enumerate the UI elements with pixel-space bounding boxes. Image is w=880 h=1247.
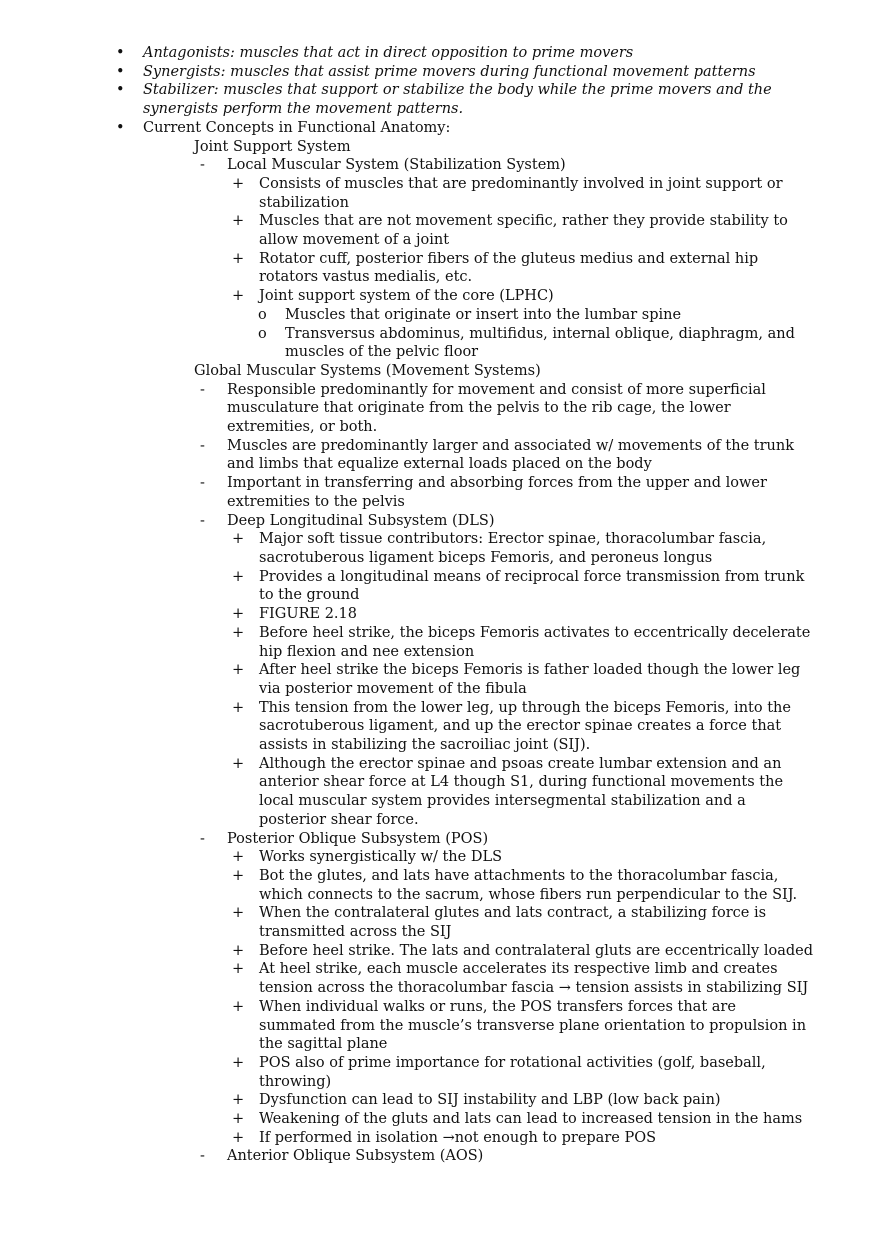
- list-item: [0, 661, 814, 698]
- item-text: Dysfunction can lead to SIJ instability and LBP (low back pain): [259, 1092, 721, 1109]
- dash-marker: -: [200, 381, 205, 398]
- item-text: Weakening of the gluts and lats can lead to increased tension in the hams: [259, 1111, 803, 1128]
- plus-marker: +: [232, 531, 245, 548]
- outline-list: [0, 44, 880, 1166]
- plus-marker: +: [232, 606, 245, 623]
- plus-marker: +: [232, 568, 245, 585]
- list-item: [0, 1054, 814, 1091]
- dash-marker: -: [200, 512, 205, 529]
- dash-marker: -: [200, 437, 205, 454]
- list-item: [0, 437, 817, 474]
- bullet-marker: •: [116, 82, 125, 99]
- plus-marker: +: [232, 213, 245, 230]
- item-text: Transversus abdominus, multifidus, internal oblique, diaphragm, and muscles of the pelvic floor: [285, 325, 795, 361]
- list-item: [0, 119, 833, 138]
- plus-marker: +: [232, 905, 245, 922]
- item-text: Anterior Oblique Subsystem (AOS): [227, 1148, 484, 1165]
- dash-marker: -: [200, 475, 205, 492]
- list-item: [0, 81, 833, 118]
- bullet-marker: •: [116, 45, 125, 61]
- item-text: Bot the glutes, and lats have attachments to the thoracolumbar fascia, which connects to the sacrum, whose fibers run perpendicular to the SIJ.: [259, 867, 798, 903]
- item-text: Before heel strike, the biceps Femoris activates to eccentrically decelerate hip flexion and nee extension: [259, 624, 811, 660]
- item-text: At heel strike, each muscle accelerates its respective limb and creates tension across the thoracolumbar fascia → tension assists in stabilizing SIJ: [259, 961, 809, 997]
- item-text: Muscles are predominantly larger and associated w/ movements of the trunk and limbs that equalize external loads placed on the body: [227, 437, 795, 473]
- item-text: Joint support system of the core (LPHC): [259, 288, 554, 305]
- plus-marker: +: [232, 175, 245, 192]
- plus-marker: +: [232, 961, 245, 978]
- item-text: Global Muscular Systems (Movement Systems): [194, 362, 541, 379]
- list-item: [0, 306, 815, 325]
- list-item: [0, 138, 824, 157]
- list-item: [0, 848, 814, 867]
- item-text: Muscles that are not movement specific, rather they provide stability to allow movement of a joint: [259, 213, 788, 249]
- item-text: When individual walks or runs, the POS transfers forces that are summated from the muscle’s transverse plane orientation to propulsion in the sagittal plane: [259, 998, 807, 1053]
- list-item: [0, 1147, 817, 1166]
- list-item: [0, 867, 814, 904]
- list-item: [0, 381, 817, 437]
- plus-marker: +: [232, 250, 245, 267]
- list-item: [0, 362, 824, 381]
- plus-marker: +: [232, 624, 245, 641]
- item-text: This tension from the lower leg, up through the biceps Femoris, into the sacrotuberous ligament, and up the erector spinae creates a force that assists in stabilizing the sacroiliac joint (SIJ).: [259, 699, 791, 754]
- item-text: Responsible predominantly for movement and consist of more superficial musculature that originate from the pelvis to the rib cage, the lower extremities, or both.: [227, 381, 766, 436]
- list-item: [0, 699, 814, 755]
- list-item: [0, 830, 817, 849]
- list-item: [0, 474, 817, 511]
- plus-marker: +: [232, 849, 245, 866]
- item-text: FIGURE 2.18: [259, 606, 357, 623]
- item-text: Rotator cuff, posterior fibers of the gluteus medius and external hip rotators vastus medialis, etc.: [259, 250, 759, 286]
- list-item: [0, 942, 814, 961]
- plus-marker: +: [232, 867, 245, 884]
- list-item: [0, 1129, 814, 1148]
- item-text: Although the erector spinae and psoas create lumbar extension and an anterior shear force at L4 though S1, during functional movements the local muscular system provides intersegmental stabilization and a posterior shear force.: [259, 755, 784, 828]
- dash-marker: -: [200, 157, 205, 174]
- item-text: Synergists: muscles that assist prime movers during functional movement patterns: [143, 63, 756, 80]
- list-item: [0, 325, 815, 362]
- bullet-marker: •: [116, 119, 125, 136]
- list-item: [0, 212, 814, 249]
- dash-marker: -: [200, 830, 205, 847]
- plus-marker: +: [232, 998, 245, 1015]
- list-item: [0, 904, 814, 941]
- plus-marker: +: [232, 288, 245, 305]
- list-item: [0, 755, 814, 830]
- list-item: [0, 156, 817, 175]
- list-item: [0, 605, 814, 624]
- plus-marker: +: [232, 1111, 245, 1128]
- item-text: Stabilizer: muscles that support or stabilize the body while the prime movers and the synergists perform the movement patterns.: [143, 82, 772, 118]
- item-text: Works synergistically w/ the DLS: [259, 849, 503, 866]
- item-text: Muscles that originate or insert into the lumbar spine: [285, 306, 682, 323]
- list-item: [0, 1091, 814, 1110]
- item-text: Joint Support System: [194, 138, 351, 155]
- item-text: If performed in isolation →not enough to prepare POS: [259, 1129, 657, 1146]
- list-item: [0, 250, 814, 287]
- item-text: Consists of muscles that are predominantly involved in joint support or stabilization: [259, 175, 783, 211]
- list-item: [0, 960, 814, 997]
- item-text: When the contralateral glutes and lats contract, a stabilizing force is transmitted across the SIJ: [259, 905, 767, 941]
- item-text: Antagonists: muscles that act in direct opposition to prime movers: [143, 45, 634, 61]
- list-item: [0, 1110, 814, 1129]
- list-item: [0, 624, 814, 661]
- list-item: [0, 44, 833, 63]
- plus-marker: +: [232, 1092, 245, 1109]
- plus-marker: +: [232, 699, 245, 716]
- list-item: [0, 512, 817, 531]
- bullet-marker: •: [116, 63, 125, 80]
- dash-marker: -: [200, 1148, 205, 1165]
- item-text: Posterior Oblique Subsystem (POS): [227, 830, 489, 847]
- item-text: Important in transferring and absorbing forces from the upper and lower extremities to the pelvis: [227, 475, 767, 510]
- plus-marker: +: [232, 942, 245, 959]
- plus-marker: +: [232, 755, 245, 772]
- item-text: Current Concepts in Functional Anatomy:: [143, 119, 451, 136]
- item-text: POS also of prime importance for rotational activities (golf, baseball, throwing): [259, 1054, 766, 1090]
- list-item: [0, 175, 814, 212]
- list-item: [0, 287, 814, 306]
- item-text: Local Muscular System (Stabilization System): [227, 157, 566, 174]
- plus-marker: +: [232, 1129, 245, 1146]
- plus-marker: +: [232, 1054, 245, 1071]
- circle-marker: o: [258, 325, 267, 342]
- list-item: [0, 530, 814, 567]
- document-page: [0, 44, 880, 1166]
- item-text: After heel strike the biceps Femoris is father loaded though the lower leg via posterior movement of the fibula: [259, 662, 801, 697]
- item-text: Before heel strike. The lats and contralateral gluts are eccentrically loaded: [259, 942, 814, 959]
- list-item: [0, 63, 833, 82]
- item-text: Deep Longitudinal Subsystem (DLS): [227, 512, 495, 529]
- circle-marker: o: [258, 306, 267, 323]
- item-text: Major soft tissue contributors: Erector spinae, thoracolumbar fascia, sacrotuberous ligament biceps Femoris, and peroneus longus: [259, 531, 767, 566]
- plus-marker: +: [232, 662, 245, 679]
- list-item: [0, 998, 814, 1054]
- item-text: Provides a longitudinal means of reciprocal force transmission from trunk to the ground: [259, 568, 805, 604]
- list-item: [0, 568, 814, 605]
